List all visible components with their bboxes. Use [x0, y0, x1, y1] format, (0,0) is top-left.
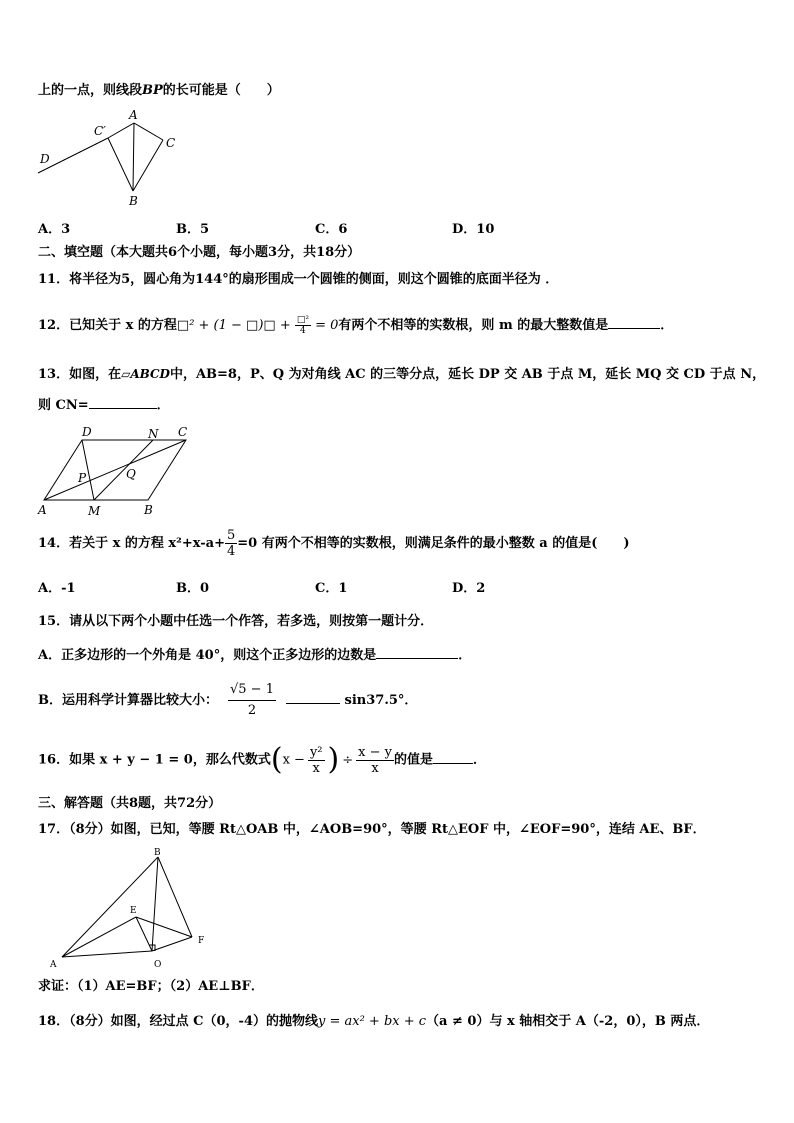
fig13-label-c: C	[178, 425, 188, 439]
q12-frac-den: 4	[300, 326, 306, 336]
q12-text-post: 有两个不相等的实数根，则 m 的最大整数值是	[338, 318, 609, 333]
q14-text	[38, 526, 630, 562]
q16-text-end: ．	[472, 752, 486, 768]
q16-text	[38, 738, 486, 782]
q16-divide: ÷	[342, 752, 354, 768]
q10-option-d: D．10	[452, 222, 495, 237]
q16-f1-num: y²	[309, 744, 323, 760]
q16-fraction2	[356, 745, 394, 776]
q13-answer-blank	[89, 396, 157, 409]
q18-text-post: 与 x 轴相交于 A（-2，0），B 两点．	[489, 1014, 710, 1029]
fig10-label-c: C	[166, 136, 176, 150]
q12-equation-tail: = 0	[310, 318, 339, 333]
section3-heading: 三、解答题（共8题，共72分）	[38, 796, 222, 811]
q13-parallelogram: ▱ABCD	[121, 367, 170, 381]
q16-left-paren: (	[270, 742, 283, 777]
q16-text-post: 的值是	[393, 752, 433, 768]
fig17-label-e: E	[130, 906, 137, 916]
q12-text-end: ．	[660, 318, 674, 333]
q15b-text-post: sin37.5°．	[344, 693, 418, 708]
figure-q17	[46, 845, 216, 970]
q11-text: 11．将半径为5，圆心角为144°的扇形围成一个圆锥的侧面，则这个圆锥的底面半径为 ．	[38, 272, 559, 287]
q15a-text	[38, 646, 471, 665]
fig13-label-d: D	[82, 425, 92, 439]
q13-line1-pre: 13．如图，在	[38, 367, 122, 382]
q14-frac-den: 4	[227, 544, 236, 559]
q16-f2-den: x	[371, 760, 379, 776]
q15-text: 15．请从以下两个小题中任选一个作答，若多选，则按第一题计分．	[38, 614, 434, 629]
q16-f2-num: x − y	[358, 744, 392, 760]
figure-q13	[36, 422, 196, 518]
q15b-answer-blank	[286, 691, 340, 704]
fig17-label-f: F	[198, 936, 205, 946]
q10-option-c: C．6	[315, 222, 348, 237]
q13-line2	[38, 396, 170, 415]
q10-text-pre: 上的一点，则线段	[38, 83, 143, 98]
q16-right-paren: )	[327, 742, 340, 777]
q15b-fraction	[228, 680, 276, 721]
q18-text	[38, 1013, 709, 1031]
q15b-text-pre: B．运用科学计算器比较大小：	[38, 693, 218, 708]
fig17-label-o: O	[154, 960, 162, 970]
q16-answer-blank	[433, 751, 473, 764]
q15a-text-pre: A．正多边形的一个外角是 40°，则这个正多边形的边数是	[38, 648, 377, 663]
fig13-label-q: Q	[126, 467, 136, 481]
q12-text-pre: 12．已知关于 x 的方程	[38, 318, 177, 333]
fig13-label-b: B	[144, 503, 153, 517]
q14-option-b: B．0	[176, 581, 210, 596]
section2-heading: 二、填空题（本大题共6个小题，每小题3分，共18分）	[38, 245, 361, 260]
q14-option-d: D．2	[452, 581, 486, 596]
q12-text	[38, 312, 673, 340]
fig13-label-m: M	[88, 504, 101, 518]
q10-option-a: A．3	[38, 222, 71, 237]
q13-line2-end: ．	[156, 398, 170, 413]
q16-f1-den: x	[312, 760, 320, 776]
q10-text-post: 的长可能是（ ）	[162, 83, 280, 98]
q14-option-c: C．1	[315, 581, 348, 596]
q18-condition: （a ≠ 0）	[426, 1014, 490, 1029]
q18-equation: y = ax² + bx + c	[318, 1014, 427, 1029]
q12-frac-num: □²	[296, 315, 309, 325]
fig17-label-a: A	[50, 960, 57, 970]
q14-text-post: =0 有两个不相等的实数根，则满足条件的最小整数 a 的值是( )	[237, 536, 630, 551]
q12-fraction	[295, 315, 311, 336]
fig13-label-p: P	[78, 471, 87, 485]
q17-text: 17．（8分）如图，已知，等腰 Rt△OAB 中，∠AOB=90°，等腰 Rt△EOF 中，∠EOF=90°，连结 AE、BF．	[38, 822, 706, 837]
q10-var: BP	[142, 83, 163, 98]
q15b-frac-num: √5 − 1	[228, 680, 276, 701]
fig13-label-n: N	[148, 427, 159, 441]
q16-x-term: x −	[282, 752, 305, 768]
q13-line2-pre: 则 CN=	[38, 398, 89, 413]
q12-equation: □² + (1 − □)□ +	[176, 318, 295, 333]
fig10-label-c-prime: C′	[94, 124, 106, 138]
q14-text-pre: 14．若关于 x 的方程 x²+x-a+	[38, 536, 225, 551]
q15a-text-end: ．	[458, 648, 472, 663]
fig17-label-b: B	[154, 848, 161, 858]
q14-option-a: A．-1	[38, 581, 76, 596]
q12-answer-blank	[608, 316, 660, 329]
q17-proof: 求证：（1）AE=BF；（2）AE⊥BF．	[38, 979, 264, 994]
q16-text-pre: 16．如果 x + y − 1 = 0，那么代数式	[38, 752, 271, 768]
q15b-text	[38, 680, 417, 720]
q13-line1	[38, 365, 765, 384]
fig10-label-d: D	[40, 152, 50, 166]
q15b-frac-den: 2	[247, 703, 257, 718]
figure-q10	[36, 105, 196, 210]
q10-text	[38, 82, 280, 100]
fig13-label-a: A	[38, 503, 47, 517]
q18-text-pre: 18．（8分）如图，经过点 C（0，-4）的抛物线	[38, 1014, 318, 1029]
q14-fraction	[225, 528, 237, 559]
q16-fraction1	[308, 745, 325, 776]
q15a-answer-blank	[376, 646, 458, 659]
fig10-label-b: B	[129, 194, 138, 208]
q13-line1-mid: 中，AB=8，P、Q 为对角线 AC 的三等分点，延长 DP 交 AB 于点 M，延长 MQ 交 CD 于点 N，	[169, 367, 766, 382]
q14-frac-num: 5	[227, 528, 236, 543]
q10-option-b: B．5	[176, 222, 210, 237]
fig10-label-a: A	[129, 108, 138, 122]
